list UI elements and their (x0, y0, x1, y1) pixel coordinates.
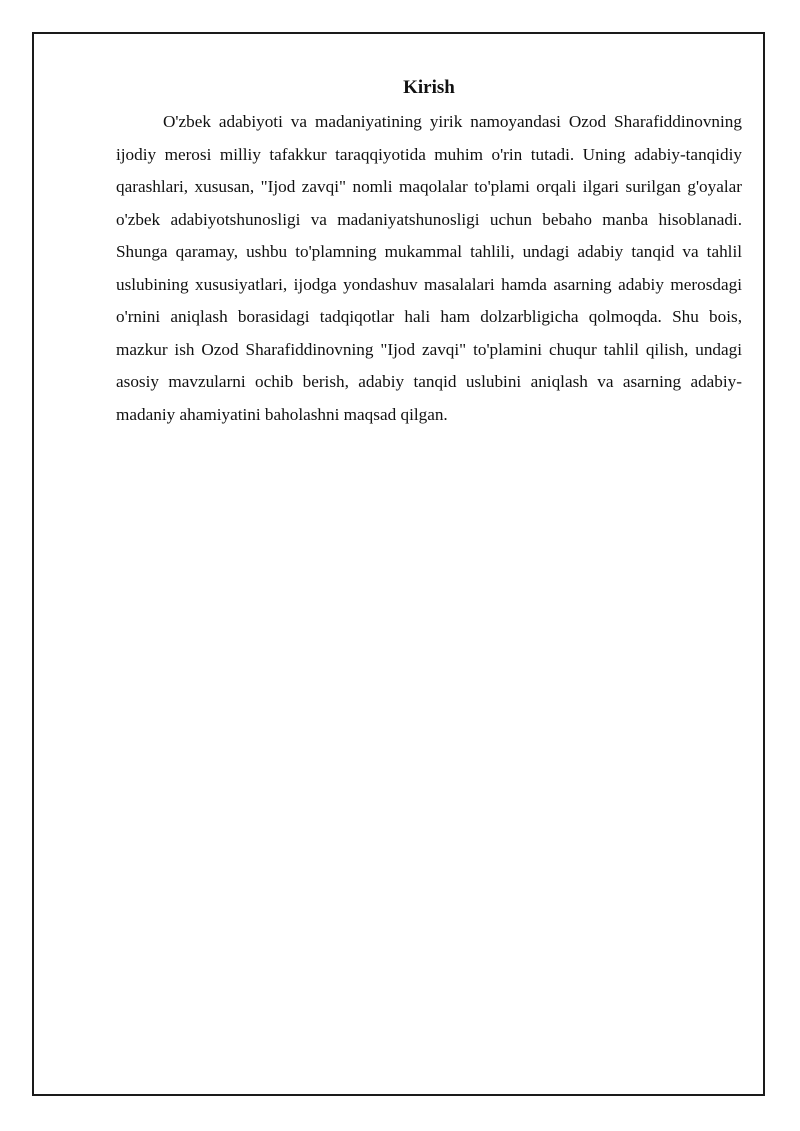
intro-paragraph: O'zbek adabiyoti va madaniyatining yirik namoyandasi Ozod Sharafiddinovning ijodiy merosi milliy tafakkur taraqqiyotida muhim o'rin tutadi. Uning adabiy-tanqidiy qarashlari, xususan, "Ijod zavqi" nomli maqolalar to'plami orqali ilgari surilgan g'oyalar o'zbek adabiyotshunosligi va madaniyatshunosligi uchun bebaho manba hisoblanadi. Shunga qaramay, ushbu to'plamning mukammal tahlili, undagi adabiy tanqid va tahlil uslubining xususiyatlari, ijodga yondashuv masalalari hamda asarning adabiy merosdagi o'rnini aniqlash borasidagi tadqiqotlar hali ham dolzarbligicha qolmoqda. Shu bois, mazkur ish Ozod Sharafiddinovning "Ijod zavqi" to'plamini chuqur tahlil qilish, undagi asosiy mavzularni ochib berish, adabiy tanqid uslubini aniqlash va asarning adabiy-madaniy ahamiyatini baholashni maqsad qilgan. (116, 112, 742, 424)
section-heading: Kirish (403, 77, 455, 98)
document-body (116, 74, 742, 431)
